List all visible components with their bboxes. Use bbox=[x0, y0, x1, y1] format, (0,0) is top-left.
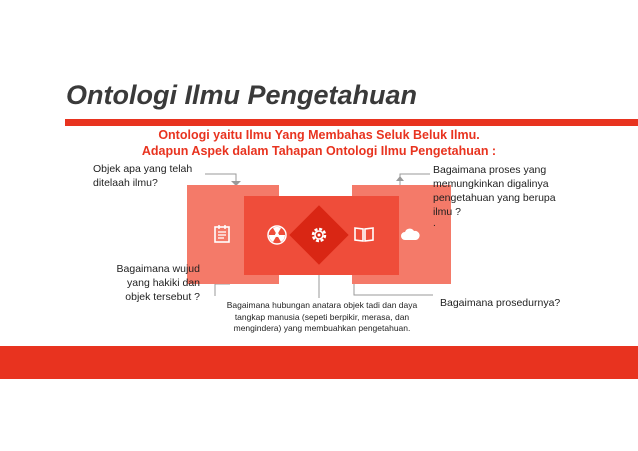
label-prosedur: Bagaimana prosedurnya? bbox=[440, 297, 561, 309]
subtitle-line-1: Ontologi yaitu Ilmu Yang Membahas Seluk Beluk Ilmu. bbox=[158, 128, 480, 142]
book-icon bbox=[354, 226, 374, 242]
label-dot: . bbox=[433, 218, 436, 229]
slide-title: Ontologi Ilmu Pengetahuan bbox=[66, 80, 417, 110]
label-wujud: Bagaimana wujud yang hakiki dan objek tersebut ? bbox=[116, 263, 200, 303]
gear-icon bbox=[309, 225, 329, 245]
document-icon bbox=[214, 225, 230, 243]
bottom-accent-bar bbox=[0, 346, 638, 379]
radiation-icon bbox=[267, 225, 287, 245]
subtitle-line-2: Adapun Aspek dalam Tahapan Ontologi Ilmu Pengetahuan : bbox=[141, 144, 497, 158]
label-objek: Objek apa yang telah ditelaah ilmu? bbox=[93, 163, 193, 189]
label-proses: Bagaimana proses yang memungkinkan digalinya pengetahuan yang berupa ilmu ? bbox=[433, 164, 556, 218]
label-hubungan: Bagaimana hubungan anatara objek tadi dan daya tangkap manusia (sepeti berpikir, merasa, dan mengindera) yang membuahkan pengetahuan. bbox=[226, 300, 418, 333]
cloud-icon bbox=[400, 228, 420, 241]
